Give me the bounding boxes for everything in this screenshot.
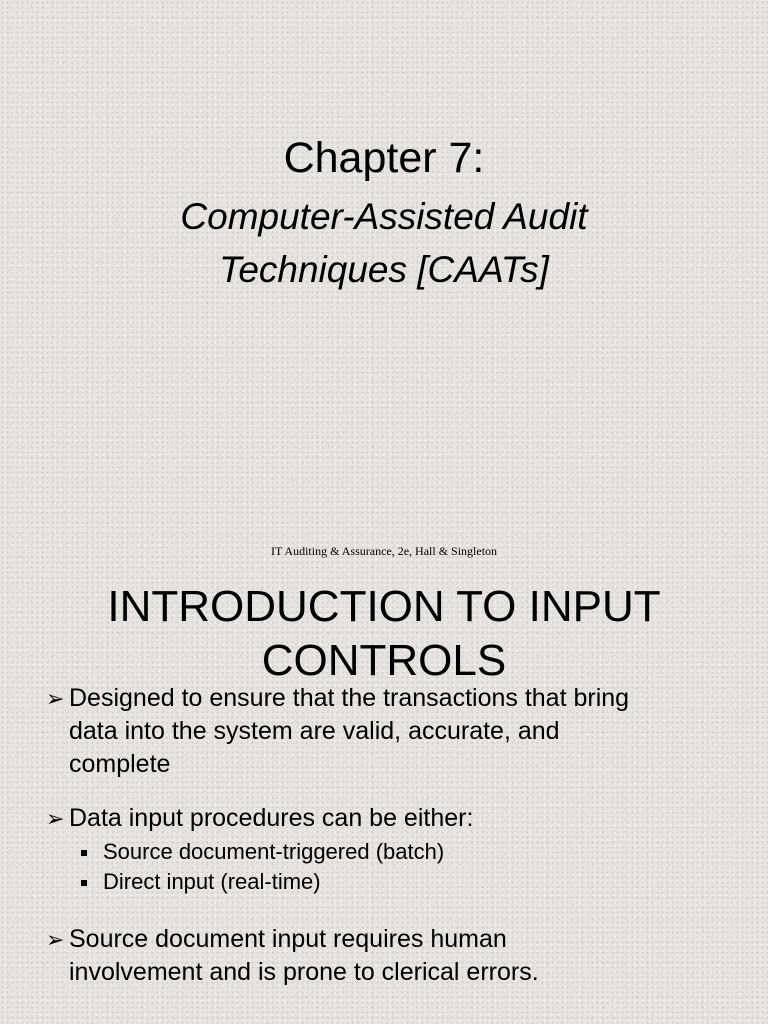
section-title-line: INTRODUCTION TO INPUT (107, 582, 661, 631)
square-bullet-icon (81, 850, 87, 856)
bullet-line: Source document input requires human (69, 925, 507, 953)
bullet-line: Designed to ensure that the transactions that bring (69, 684, 630, 712)
sub-bullet-text: Direct input (real-time) (103, 869, 321, 894)
sub-bullet-text: Source document-triggered (batch) (103, 839, 445, 864)
square-bullet-icon (81, 880, 87, 886)
bullet-line: data into the system are valid, accurate, and (69, 717, 560, 745)
sub-bullet-list (79, 837, 736, 897)
bullet-line: involvement and is prone to clerical errors. (69, 958, 539, 986)
arrow-bullet-icon: ➢ (46, 686, 65, 711)
arrow-bullet-icon: ➢ (46, 927, 65, 952)
bullet-list (46, 682, 736, 989)
section-title-line: CONTROLS (261, 636, 507, 685)
content-slide (0, 568, 768, 1024)
sub-bullet-item (79, 837, 736, 867)
bullet-item (46, 802, 736, 897)
arrow-bullet-icon: ➢ (46, 806, 65, 831)
subtitle-line: Techniques [CAATs] (219, 249, 549, 290)
bullet-line: Data input procedures can be either: (69, 804, 474, 832)
chapter-title: Chapter 7: (283, 134, 485, 182)
subtitle-line: Computer-Assisted Audit (180, 196, 588, 237)
bullet-item (46, 923, 736, 989)
slide-footer: IT Auditing & Assurance, 2e, Hall & Singleton (270, 544, 498, 558)
sub-bullet-item (79, 867, 736, 897)
chapter-subtitle (0, 190, 768, 296)
bullet-item (46, 682, 736, 781)
section-title (0, 580, 768, 688)
bullet-line: complete (69, 750, 171, 778)
